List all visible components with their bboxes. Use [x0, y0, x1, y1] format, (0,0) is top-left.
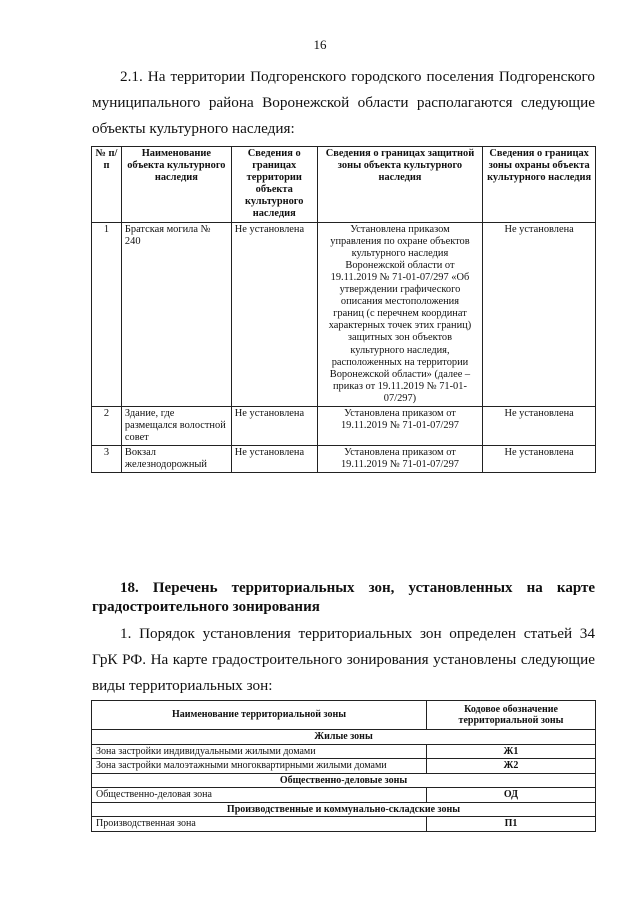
row-territory: Не установлена: [231, 406, 317, 445]
row-num: 2: [92, 406, 122, 445]
row-territory: Не установлена: [231, 222, 317, 406]
row-protective-zone: Установлена приказом от 19.11.2019 № 71-01-07/297: [317, 406, 483, 445]
row-name: Братская могила № 240: [121, 222, 231, 406]
zones-intro-line: 1. Порядок установления территориальных зон определен статьей 34: [120, 625, 595, 642]
zone-name: Зона застройки индивидуальными жилыми домами: [92, 744, 427, 759]
zone-group-title: Общественно-деловые зоны: [92, 773, 596, 788]
zone-group-row: [92, 802, 596, 817]
heritage-table-header: [92, 147, 596, 223]
zones-table: [91, 700, 596, 832]
zone-group-title: Производственные и коммунально-складские зоны: [92, 802, 596, 817]
header-territory: Сведения о границах территории объекта культурного наследия: [231, 147, 317, 223]
header-name: Наименование объекта культурного наследия: [121, 147, 231, 223]
table-row: [92, 406, 596, 445]
zone-name: Производственная зона: [92, 817, 427, 832]
zone-code: П1: [427, 817, 596, 832]
zone-name: Общественно-деловая зона: [92, 788, 427, 803]
table-row: [92, 788, 596, 803]
heritage-table: [91, 146, 596, 473]
zone-name: Зона застройки малоэтажными многоквартирными жилыми домами: [92, 759, 427, 774]
zone-code: Ж1: [427, 744, 596, 759]
zones-intro-paragraph: [92, 621, 595, 699]
row-protective-zone: Установлена приказом от 19.11.2019 № 71-01-07/297: [317, 446, 483, 473]
table-row: [92, 222, 596, 406]
row-protective-zone: Установлена приказом управления по охране объектов культурного наследия Воронежской области от 19.11.2019 № 71-01-07/297 «Об утверждении графического описания местоположения границ (с перечнем координат характерных точек этих границ) защитных зон объектов культурного наследия, расположенных на территории Воронежской области» (далее – приказ от 19.11.2019 № 71-01-07/297): [317, 222, 483, 406]
table-row: [92, 744, 596, 759]
table-row: [92, 817, 596, 832]
page-number: 16: [313, 37, 327, 52]
zone-group-title: Жилые зоны: [92, 730, 596, 745]
section-title-line: 18. Перечень территориальных зон, установленных на карте: [120, 580, 595, 596]
zones-table-header: [92, 701, 596, 730]
section-title-line: градостроительного зонирования: [92, 599, 320, 615]
zone-group-row: [92, 730, 596, 745]
table-row: [92, 759, 596, 774]
row-guard-zone: Не установлена: [483, 446, 596, 473]
header-num: № п/п: [92, 147, 122, 223]
intro-paragraph: [92, 64, 595, 142]
row-guard-zone: Не установлена: [483, 222, 596, 406]
row-name: Здание, где размещался волостной совет: [121, 406, 231, 445]
zone-group-row: [92, 773, 596, 788]
row-num: 3: [92, 446, 122, 473]
intro-line: 2.1. На территории Подгоренского городского поселения Подгоренского: [120, 68, 595, 85]
header-protective-zone: Сведения о границах защитной зоны объекта культурного наследия: [317, 147, 483, 223]
intro-line: объекты культурного наследия:: [92, 120, 295, 137]
zone-code: Ж2: [427, 759, 596, 774]
zones-intro-line: ГрК РФ. На карте градостроительного зонирования установлены следующие: [92, 651, 595, 668]
table-row: [92, 446, 596, 473]
row-territory: Не установлена: [231, 446, 317, 473]
row-name: Вокзал железнодорожный: [121, 446, 231, 473]
header-zone-code: Кодовое обозначение территориальной зоны: [427, 701, 596, 730]
header-guard-zone: Сведения о границах зоны охраны объекта культурного наследия: [483, 147, 596, 223]
row-num: 1: [92, 222, 122, 406]
zone-code: ОД: [427, 788, 596, 803]
zones-intro-line: виды территориальных зон:: [92, 677, 273, 694]
intro-line: муниципального района Воронежской области располагаются следующие: [92, 94, 595, 111]
header-zone-name: Наименование территориальной зоны: [92, 701, 427, 730]
row-guard-zone: Не установлена: [483, 406, 596, 445]
section-title: [92, 579, 595, 617]
